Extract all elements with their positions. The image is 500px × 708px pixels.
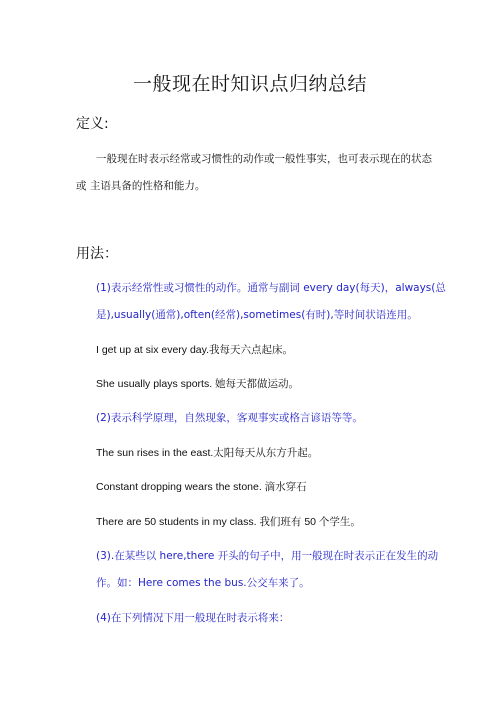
usage-heading: 用法： (76, 246, 118, 262)
page-title: 一般现在时知识点归纳总结 (132, 73, 367, 95)
rule-1-line-2: 是),usually(通常),often(经常),sometimes(有时),等时间状语连用。 (96, 309, 418, 321)
rule-2-line: (2)表示科学原理，自然现象，客观事实或格言谚语等等。 (96, 412, 363, 424)
definition-line-2: 或 主语具备的性格和能力。 (76, 180, 206, 192)
rule-3-line-1: (3).在某些以 here,there 开头的句子中，用一般现在时表示正在发生的动 (96, 550, 439, 562)
example-line: I get up at six every day.我每天六点起床。 (96, 344, 294, 356)
example-line: She usually plays sports. 她每天都做运动。 (96, 378, 300, 390)
definition-heading: 定义: (76, 116, 109, 132)
example-line: There are 50 students in my class. 我们班有 50 个学生。 (96, 516, 361, 528)
rule-3-line-2: 作。如：Here comes the bus.公交车来了。 (96, 577, 310, 589)
example-line: The sun rises in the east.太阳每天从东方升起。 (96, 447, 319, 459)
definition-line-1: 一般现在时表示经常或习惯性的动作或一般性事实，也可表示现在的状态 (96, 153, 432, 165)
rule-4-line: (4)在下列情况下用一般现在时表示将来： (96, 612, 290, 624)
example-line: Constant dropping wears the stone. 滴水穿石 (96, 481, 307, 493)
rule-1-line-1: (1)表示经常性或习惯性的动作。通常与副词 every day(每天)，always(总 (96, 282, 446, 294)
